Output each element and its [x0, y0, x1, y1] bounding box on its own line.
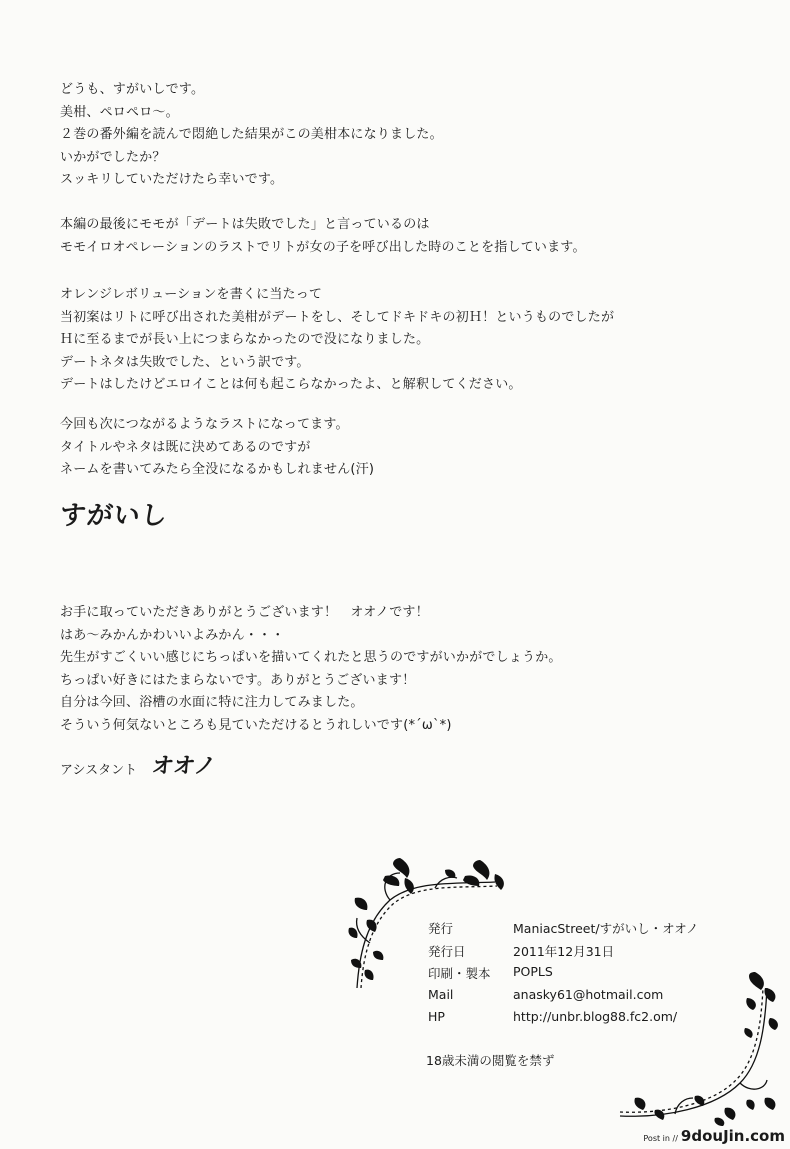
credit-brand: 9douJin.com [680, 1127, 785, 1145]
colophon-value: http://unbr.blog88.fc2.om/ [513, 1009, 678, 1024]
colophon-row [428, 942, 698, 965]
afterword-sugaishi-paragraph-3 [60, 284, 614, 397]
colophon-row [428, 987, 698, 1010]
colophon-row [428, 919, 698, 942]
text-line: はあ～みかんかわいいよみかん・・・ [60, 627, 285, 643]
colophon-key: Mail [428, 986, 454, 1002]
sugaishi-signature: すがいし [58, 501, 170, 531]
text-line: どうも、すがいしです。 [60, 82, 205, 97]
watermark-credit [643, 1127, 785, 1145]
text-line: 当初案はリトに呼び出された美柑がデートをし、そしてドキドキの初Ｈ！というものでしたが [60, 309, 615, 325]
colophon-row [428, 1009, 698, 1032]
text-line: タイトルやネタは既に決めてあるのですが [60, 439, 311, 455]
ono-signature: オオノ [150, 754, 218, 779]
colophon-value: 2011年12月31日 [513, 943, 615, 959]
text-line: お手に取っていただきありがとうございます！ オオノです！ [60, 605, 429, 620]
text-line: ネームを書いてみたら全没になるかもしれません(汗) [60, 462, 375, 478]
text-line: ちっぱい好きにはたまらないです。ありがとうございます！ [60, 672, 416, 688]
colophon-key: 発行日 [428, 943, 466, 959]
afterword-ono [60, 602, 562, 738]
colophon-key: 発行 [428, 921, 454, 936]
text-line: 美柑、ペロペロ～。 [60, 104, 179, 120]
colophon-value: POPLS [513, 964, 553, 979]
text-line: 自分は今回、浴槽の水面に特に注力してみました。 [60, 695, 364, 711]
text-line: スッキリしていただけたら幸いです。 [60, 172, 284, 188]
text-line: モモイロオペレーションのラストでリトが女の子を呼び出した時のことを指しています。 [60, 239, 586, 255]
text-line: 今回も次につながるようなラストになってます。 [60, 417, 349, 432]
colophon-key: HP [428, 1009, 445, 1024]
text-line: Ｈに至るまでが長い上につまらなかったので没になりました。 [60, 332, 430, 348]
text-line: オレンジレボリューションを書くに当たって [60, 287, 323, 302]
afterword-sugaishi-paragraph-1 [60, 79, 443, 192]
text-line: デートはしたけどエロイことは何も起こらなかったよ、と解釈してください。 [60, 377, 522, 393]
colophon-row [428, 964, 698, 987]
text-line: 本編の最後にモモが「デートは失敗でした」と言っているのは [60, 217, 430, 232]
text-line: そういう何気ないところも見ていただけるとうれしいです(*´ω`*) [60, 717, 452, 733]
colophon-value: anasky61@hotmail.com [513, 986, 664, 1002]
colophon [428, 919, 698, 1032]
age-restriction-notice: 18歳未満の閲覧を禁ず [426, 1053, 555, 1068]
text-line: いかがでしたか？ [60, 149, 166, 165]
afterword-sugaishi-paragraph-2 [60, 214, 586, 259]
text-line: ２巻の番外編を読んで悶絶した結果がこの美柑本になりました。 [60, 127, 443, 143]
afterword-sugaishi-paragraph-4 [60, 414, 374, 482]
credit-prefix: Post in // [643, 1134, 678, 1143]
text-line: 先生がすごくいい感じにちっぱいを描いてくれたと思うのですがいかがでしょうか。 [60, 650, 562, 666]
text-line: デートネタは失敗でした、という訳です。 [60, 354, 310, 370]
assistant-label: アシスタント [60, 763, 138, 778]
colophon-key: 印刷・製本 [428, 966, 491, 981]
colophon-value: ManiacStreet/すがいし・オオノ [513, 921, 699, 936]
